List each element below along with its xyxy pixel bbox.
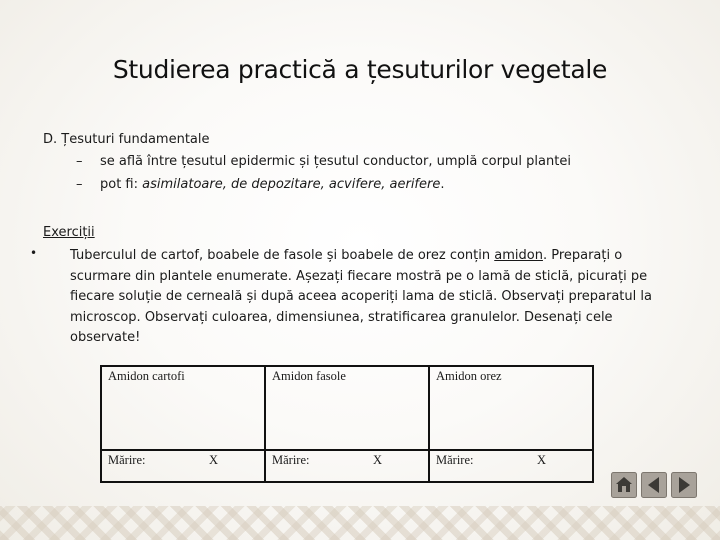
home-icon xyxy=(611,472,637,498)
exercise-heading: Exerciții xyxy=(43,225,95,240)
exercise-text-after: . Preparați o scurmare din plantele enumerate. Așezați fiecare mostră pe o lamă de sticlă, picurați pe fiecare soluție de cerneală și după aceea acoperiți lama de sticlă. Observați preparatul la microscop. Observați culoarea, dimensiunea, stratificarea granulelor. Desenați cele observate! xyxy=(70,248,652,345)
table-header-orez: Amidon orez xyxy=(436,369,502,383)
home-button[interactable] xyxy=(611,472,637,498)
magnification-x: X xyxy=(536,453,546,467)
next-arrow-icon xyxy=(671,472,697,498)
drawing-cell-cartofi[interactable] xyxy=(101,366,265,450)
exercise-text xyxy=(70,246,670,349)
page-title: Studierea practică a țesuturilor vegetale xyxy=(112,55,608,84)
table-header-cartofi: Amidon cartofi xyxy=(108,369,185,383)
dash-marker: – xyxy=(76,177,83,192)
magnification-label: Mărire: xyxy=(436,453,474,467)
magnification-label: Mărire: xyxy=(108,453,146,467)
bullet-marker: • xyxy=(30,246,38,260)
magnification-cell[interactable] xyxy=(101,450,265,482)
exercise-underlined-word: amidon xyxy=(494,248,543,263)
table-header-fasole: Amidon fasole xyxy=(272,369,346,383)
table-row xyxy=(101,450,593,482)
magnification-label: Mărire: xyxy=(272,453,310,467)
section-line-2-prefix: pot fi: xyxy=(100,177,143,192)
section-line-1-text: se află între țesutul epidermic și țesutul conductor, umplă corpul plantei xyxy=(100,154,571,169)
prev-arrow-icon xyxy=(641,472,667,498)
section-heading: D. Țesuturi fundamentale xyxy=(43,132,210,147)
section-line-2-types: asimilatoare, de depozitare, acvifere, aerifere xyxy=(142,177,441,192)
magnification-x: X xyxy=(372,453,382,467)
dash-marker: – xyxy=(76,154,83,169)
observation-table xyxy=(100,365,594,483)
table-row xyxy=(101,366,593,450)
section-line-1 xyxy=(76,154,571,169)
section-line-2 xyxy=(76,177,445,192)
section-line-2-suffix: . xyxy=(440,177,445,192)
magnification-x: X xyxy=(208,453,218,467)
drawing-cell-fasole[interactable] xyxy=(265,366,429,450)
drawing-cell-orez[interactable] xyxy=(429,366,593,450)
magnification-cell[interactable] xyxy=(429,450,593,482)
decorative-footer-band xyxy=(0,506,720,540)
prev-button[interactable] xyxy=(641,472,667,498)
exercise-text-before: Tuberculul de cartof, boabele de fasole și boabele de orez conțin xyxy=(70,248,495,263)
magnification-cell[interactable] xyxy=(265,450,429,482)
next-button[interactable] xyxy=(671,472,697,498)
